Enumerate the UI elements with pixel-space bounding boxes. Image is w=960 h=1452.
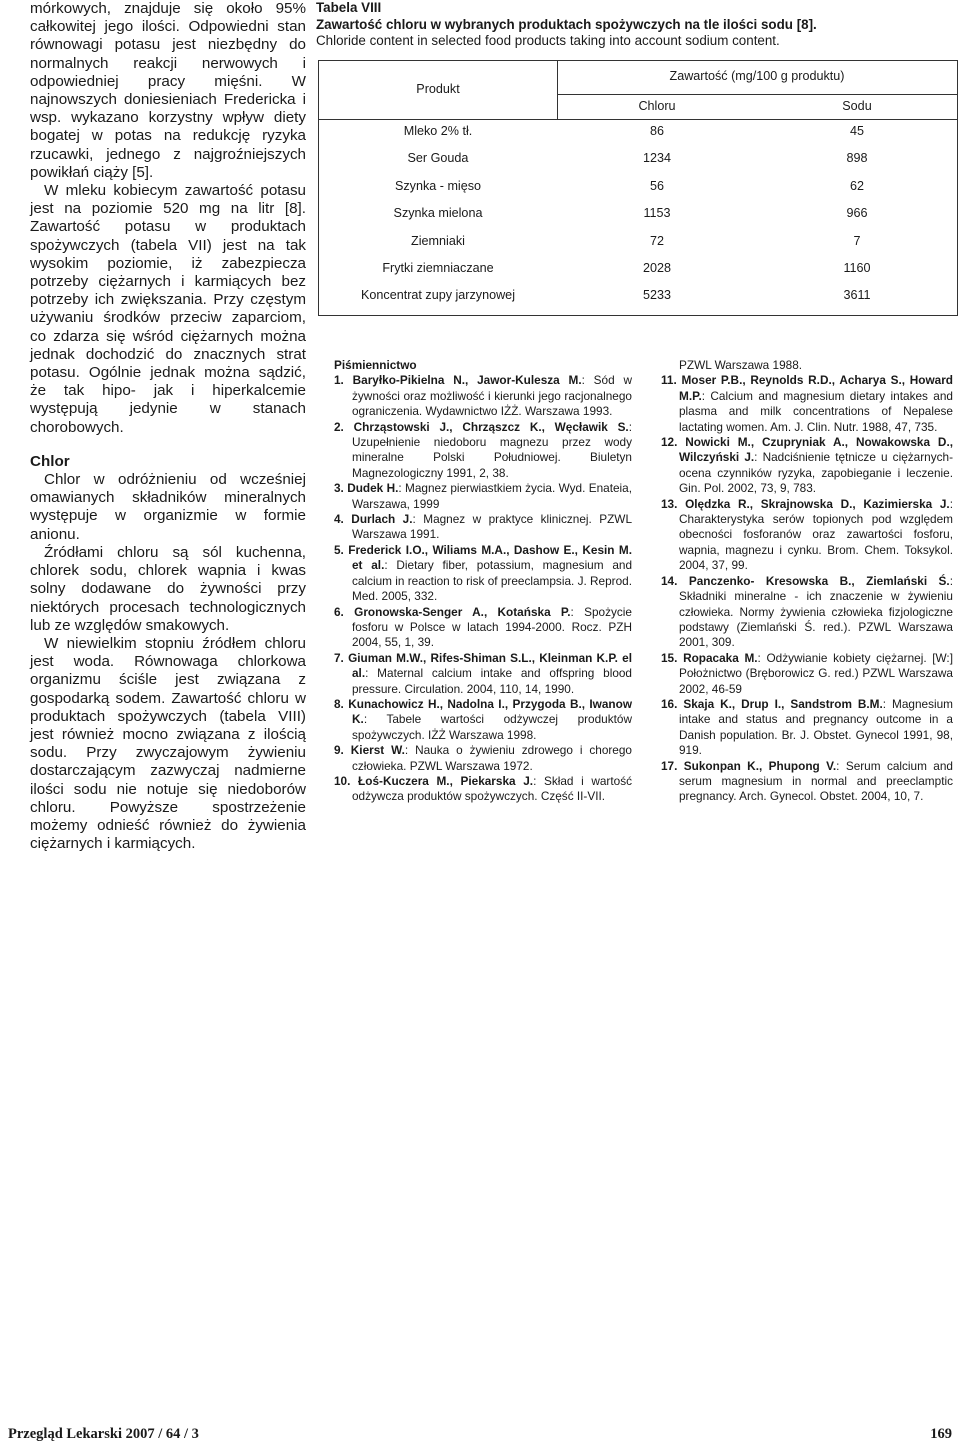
cell-product: Szynka - mięso: [394, 178, 482, 193]
cell-product: Mleko 2% tł.: [403, 124, 473, 138]
paragraph-chlor-3: W niewielkim stopniu źródłem chloru jest woda. Równowaga chlorkowa organizmu ściśle jest związana z gospodarką sodem. Zawartość chloru w produktach spożywczych (tabela VIII) jest również mocno związana z ilością sodu. Przy zwyczajowym żywieniu dostarczającym zazwyczaj nadmierne ilości sodu nie notuje się niedoborów chloru. Powyższe spostrzeżenie możemy odnieść również do żywienia ciężarnych i karmiących.: [30, 634, 306, 853]
reference-number: 10.: [334, 773, 351, 788]
reference-number: 12.: [661, 435, 678, 450]
reference-item: [661, 697, 953, 759]
paragraph-potassium-1: mórkowych, znajduje się około 95% całkowitej jego ilości. Odpowiedni stan równowagi potasu jest niezbędny do normalnych reakcji nerwowych i odpowiedniej pracy mięśni. W najnowszych doniesieniach Fredericka i wsp. wykazano korzystny wpływ diety bogatej w potas na redukcję ryzyka rzucawki, jednego z najgroźniejszych powikłań ciąży [5].: [30, 0, 306, 181]
reference-authors: Olędzka R., Skrajnowska D., Kazimierska J.: [685, 496, 950, 511]
reference-item: [661, 373, 953, 435]
table-row: [319, 124, 957, 148]
cell-sodium: 45: [849, 124, 864, 138]
reference-authors: Skaja K., Drup I., Sandstrom B.M.: [683, 696, 883, 711]
table-title-en: Chloride content in selected food products taking into account sodium content.: [316, 33, 780, 48]
reference-authors: Giuman M.W., Rifes-Shiman S.L., Kleinman K.P. el al.: [348, 650, 633, 681]
reference-item: [334, 481, 632, 512]
cell-product: Ziemniaki: [411, 233, 465, 248]
references-left-column: [334, 358, 632, 805]
reference-authors: Nowicki M., Czupryniak A., Nowakowska D., Wilczyński J.: [679, 435, 953, 465]
reference-number: 8.: [334, 696, 344, 711]
header-content-group: Zawartość (mg/100 g produktu): [669, 69, 845, 83]
reference-item: [334, 420, 632, 482]
reference-text: : Nauka o żywieniu zdrowego i chorego człowieka. PZWL Warszawa 1972.: [352, 743, 632, 773]
reference-text: : Sód w żywności oraz możliwość i kierunki jego racjonalnego ograniczenia. Wydawnictwo IŻŻ. Warszawa 1993.: [352, 373, 632, 419]
reference-text: : Charakterystyka serów topionych pod względem obecności fosforanów oraz zawartości fosforu, wapnia, magnezu i cynku. Brom. Chem. Toksykol. 2004, 37, 99.: [679, 496, 953, 573]
reference-number: 3.: [334, 481, 344, 496]
left-text-column: [30, 0, 306, 853]
reference-text: : Dietary fiber, potassium, magnesium and calcium in reaction to risk of preeclampsia. J. Reprod. Med. 2005, 332.: [352, 558, 633, 604]
reference-text: : Odżywianie kobiety ciężarnej. [W:] Położnictwo (Bręborowicz G. red.) PZWL Warszawa 2002, 46-59: [679, 650, 953, 696]
reference-authors: Panczenko- Kresowska B., Ziemlański Ś.: [688, 573, 950, 588]
paragraph-chlor-2: Źródłami chloru są sól kuchenna, chlorek sodu, chlorek wapnia i kwas solny dodawane do żywności przy niektórych procesach technologicznych lub ze względów smakowych.: [30, 543, 306, 634]
reference-text: : Magnesium intake and status and pregnancy outcome in a Danish population. Br. J. Obstet. Gynecol 1991, 98, 919.: [679, 696, 953, 758]
reference-text: : Nadciśnienie tętnicze u ciężarnych-ocena czynników ryzyka, zapobieganie i leczenie. Gin. Pol. 2002, 73, 9, 783.: [679, 450, 953, 496]
reference-item: [334, 373, 632, 419]
reference-item: [334, 651, 632, 697]
table-viii-block: [316, 0, 960, 303]
page-number: 169: [930, 1426, 952, 1442]
reference-item: [661, 435, 953, 497]
reference-authors: Gronowska-Senger A., Kotańska P.: [354, 604, 571, 619]
cell-sodium: 898: [846, 151, 868, 166]
reference-authors: Sukonpan K., Phupong V.: [683, 758, 837, 773]
references-list-right: [661, 373, 953, 804]
header-divider-bottom: [319, 119, 957, 120]
header-sodium: Sodu: [842, 99, 872, 113]
reference-number: 15.: [661, 650, 678, 665]
cell-sodium: 7: [853, 233, 861, 248]
reference-number: 13.: [661, 496, 678, 511]
reference-authors: Durlach J.: [351, 512, 413, 527]
reference-authors: Dudek H.: [347, 481, 399, 496]
cell-chloride: 5233: [642, 288, 672, 303]
header-chloride: Chloru: [638, 99, 676, 113]
table-row: [319, 206, 957, 230]
reference-authors: Frederick I.O., Wiliams M.A., Dashow E., Kesin M. et al.: [348, 542, 632, 573]
reference-item: [334, 543, 632, 605]
header-product: Produkt: [416, 82, 460, 96]
cell-sodium: 3611: [843, 288, 871, 303]
reference-number: 5.: [334, 542, 344, 557]
reference-number: 2.: [334, 419, 344, 434]
reference-number: 1.: [334, 373, 344, 388]
reference-item: [661, 759, 953, 805]
journal-issue: Przegląd Lekarski 2007 / 64 / 3: [8, 1426, 199, 1442]
reference-authors: Moser P.B., Reynolds R.D., Acharya S., Howard M.P.: [679, 373, 953, 403]
reference-number: 11.: [661, 373, 677, 388]
cell-chloride: 2028: [642, 261, 672, 275]
reference-text: : Serum calcium and serum magnesium in normal and preeclamptic pregnancy. Arch. Gynecol. Obstet. 2004, 10, 7.: [679, 758, 953, 804]
table-row: [319, 151, 957, 175]
reference-item: [661, 574, 953, 651]
reference-text: : Spożycie fosforu w Polsce w latach 1994-2000. Rocz. PZH 2004, 55, 1, 39.: [352, 604, 632, 650]
reference-text: : Skład i wartość odżywcza produktów spożywczych. Część II-VII.: [352, 773, 632, 804]
reference-item: [334, 743, 632, 774]
cell-chloride: 86: [649, 124, 664, 138]
references-right-column: [661, 358, 953, 805]
reference-number: 17.: [661, 758, 678, 773]
reference-authors: Kierst W.: [350, 743, 405, 758]
chloride-sodium-table: [318, 60, 958, 316]
reference-item: [334, 512, 632, 543]
reference-text: : Magnez w praktyce klinicznej. PZWL Warszawa 1991.: [352, 512, 632, 542]
reference-item: [334, 697, 632, 743]
reference-number: 9.: [334, 743, 344, 758]
reference-text: : Calcium and magnesium dietary intakes and plasma and milk concentrations of Nepalese lactating women. Am. J. Clin. Nutr. 1988, 47, 735.: [679, 388, 953, 434]
cell-chloride: 1153: [643, 206, 671, 221]
paragraph-chlor-1: Chlor w odróżnieniu od wcześniej omawianych składników mineralnych występuje w organizmie w formie anionu.: [30, 471, 306, 543]
paragraph-potassium-2: W mleku kobiecym zawartość potasu jest na poziomie 520 mg na litr [8]. Zawartość potasu w produktach spożywczych (tabela VII) jest na tak wysokim poziomie, iż zabezpiecza potrzeby ciężarnych i karmiących bez potrzeby ich zwiększania. Przy częstym używaniu środków przeciw zaparciom, co zdarza się wśród ciężarnych można jednak dochodzić do znacznych strat potasu. Ogólnie jednak można sądzić, że tak hipo- jak i hiperkalcemie występują jedynie w stanach chorobowych.: [30, 182, 306, 436]
section-heading-chlor: Chlor: [30, 452, 70, 470]
table-title-pl: Zawartość chloru w wybranych produktach spożywczych na tle ilości sodu [8].: [316, 16, 817, 32]
reference-item: [334, 774, 632, 805]
table-label: Tabela VIII: [316, 0, 382, 15]
cell-product: Frytki ziemniaczane: [382, 261, 494, 275]
reference-authors: Chrząstowski J., Chrząszcz K., Węcławik S.: [353, 419, 629, 434]
reference-text: : Magnez pierwiastkiem życia. Wyd. Enateia, Warszawa, 1999: [352, 481, 632, 511]
table-row: [319, 234, 957, 258]
reference-text: : Maternal calcium intake and offspring blood pressure. Circulation. 2004, 110, 14, 1990.: [352, 666, 632, 696]
reference-number: 16.: [661, 696, 678, 711]
reference-item: [334, 605, 632, 651]
table-caption: [316, 0, 960, 50]
reference-text: : Uzupełnienie niedoboru magnezu przez wody mineralne Polski Południowej. Biuletyn Magnezologiczny 1991, 2, 38.: [352, 419, 632, 480]
table-row: [319, 179, 957, 203]
table-row: [319, 288, 957, 312]
reference-number: 6.: [334, 604, 344, 619]
reference-authors: Baryłko-Pikielna N., Jawor-Kulesza M.: [352, 373, 582, 388]
cell-product: Koncentrat zupy jarzynowej: [360, 288, 515, 303]
reference-number: 14.: [661, 573, 678, 588]
reference-text: : Składniki mineralne - ich znaczenie w żywieniu człowieka. Normy żywienia człowieka fizjologiczne podstawy (Ziemlański Ś. red.). PZWL Warszawa 2001, 309.: [679, 573, 953, 650]
reference-authors: Kunachowicz H., Nadolna I., Przygoda B., Iwanow K.: [348, 696, 633, 727]
reference-item: [661, 497, 953, 574]
cell-chloride: 56: [649, 178, 664, 193]
reference-authors: Ropacaka M.: [683, 650, 758, 665]
cell-product: Ser Gouda: [407, 151, 469, 166]
references-list-left: [334, 373, 632, 804]
reference-number: 7.: [334, 650, 344, 665]
cell-sodium: 966: [846, 206, 868, 221]
cell-chloride: 72: [649, 233, 664, 248]
cell-sodium: 62: [849, 178, 864, 193]
cell-chloride: 1234: [642, 151, 672, 166]
reference-number: 4.: [334, 512, 344, 527]
cell-product: Szynka mielona: [393, 206, 483, 221]
cell-sodium: 1160: [843, 261, 871, 275]
reference-authors: Łoś-Kuczera M., Piekarska J.: [358, 773, 534, 788]
table-row: [319, 261, 957, 285]
reference-continuation: PZWL Warszawa 1988.: [679, 358, 803, 372]
reference-text: : Tabele wartości odżywczej produktów spożywczych. IŻŻ Warszawa 1998.: [352, 712, 632, 742]
header-divider-inner: [557, 94, 957, 95]
references-title: Piśmiennictwo: [334, 358, 417, 372]
reference-item: [661, 651, 953, 697]
